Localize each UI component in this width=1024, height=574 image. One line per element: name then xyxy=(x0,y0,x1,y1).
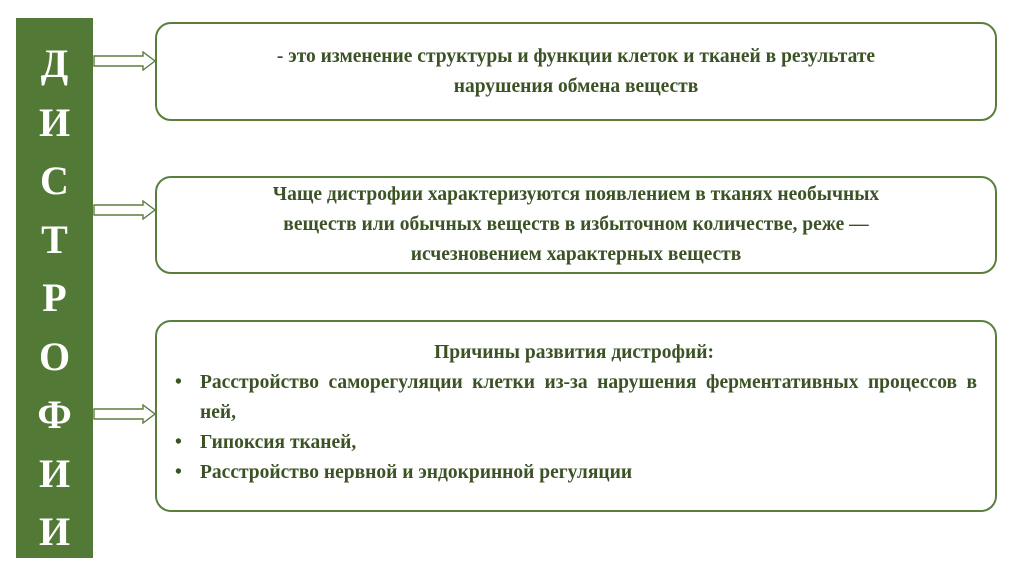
definition-line: нарушения обмена веществ xyxy=(453,75,699,97)
title-letter: Т xyxy=(41,216,68,262)
causes-heading: Причины развития дистрофий: xyxy=(434,342,714,363)
list-item-text: Гипоксия тканей, xyxy=(200,432,357,453)
arrow-right-icon xyxy=(93,404,157,424)
vertical-title xyxy=(16,42,93,554)
list-item-text: Расстройство нервной и эндокринной регуляции xyxy=(200,462,633,483)
arrow-right-icon xyxy=(93,51,157,71)
causes-box xyxy=(155,320,997,512)
list-item xyxy=(171,368,977,428)
bullet-icon: • xyxy=(175,432,182,453)
title-letter: И xyxy=(38,509,71,554)
characteristics-text xyxy=(273,180,879,270)
bullet-icon: • xyxy=(175,462,182,483)
title-letter: И xyxy=(38,99,71,145)
bullet-icon: • xyxy=(175,372,182,393)
title-letter: Д xyxy=(40,41,69,86)
title-letter: Р xyxy=(42,275,67,320)
title-letter: И xyxy=(38,450,71,496)
arrow-right-icon xyxy=(93,200,157,220)
characteristics-line: веществ или обычных веществ в избыточном количестве, реже — xyxy=(283,214,869,235)
definition-line: - это изменение структуры и функции клеток и тканей в результате xyxy=(276,45,876,67)
title-letter: С xyxy=(40,158,69,203)
list-item xyxy=(171,428,977,458)
characteristics-line: Чаще дистрофии характеризуются появлением в тканях необычных xyxy=(272,184,880,205)
definition-text xyxy=(277,42,875,102)
title-letter: Ф xyxy=(37,392,72,437)
characteristics-box xyxy=(155,176,997,274)
vertical-title-bar xyxy=(16,18,93,558)
definition-box xyxy=(155,22,997,121)
title-letter: О xyxy=(38,333,71,379)
list-item xyxy=(171,458,977,488)
characteristics-line: исчезновением характерных веществ xyxy=(410,244,742,265)
list-item-text: Расстройство саморегуляции клетки из-за нарушения ферментативных процессов в ней, xyxy=(200,372,977,423)
causes-list xyxy=(171,368,977,488)
